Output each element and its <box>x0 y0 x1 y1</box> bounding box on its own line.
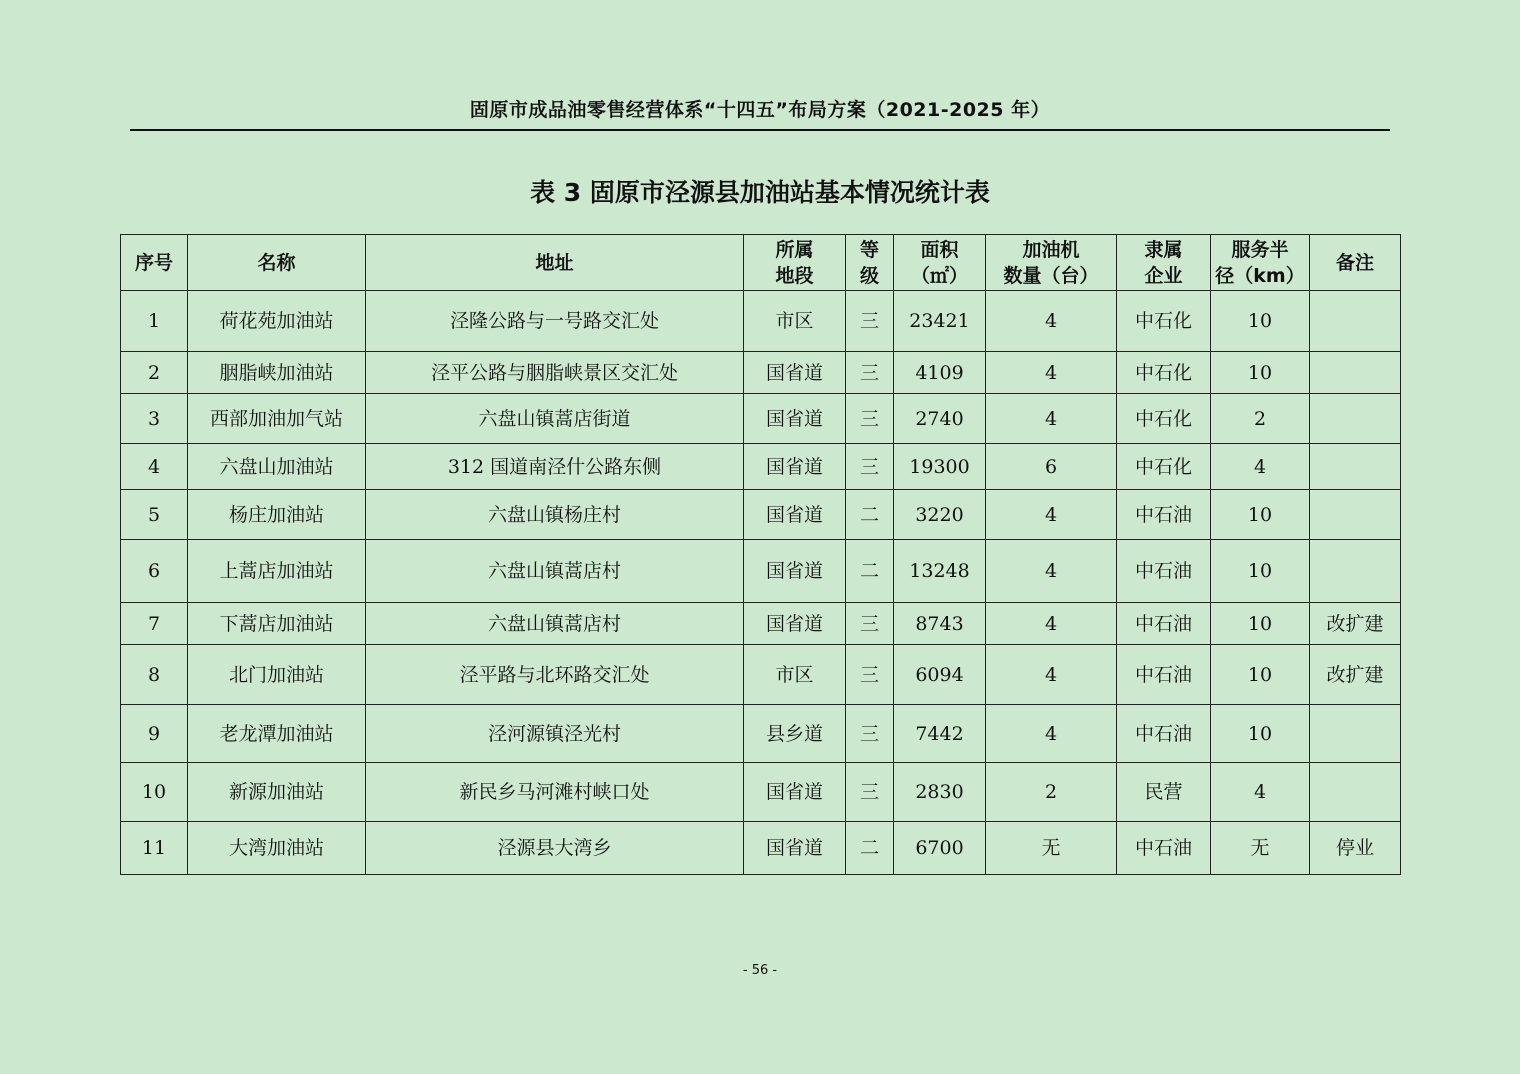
table-cell: 中石化 <box>1117 444 1211 490</box>
column-header-line: 加油机 <box>1022 238 1080 261</box>
table-cell: 国省道 <box>744 394 846 444</box>
table-row <box>121 394 1401 444</box>
table-cell: 六盘山加油站 <box>188 444 366 490</box>
table-cell: 新源加油站 <box>188 763 366 822</box>
table-cell: 2 <box>121 352 188 394</box>
table-cell: 三 <box>846 763 894 822</box>
table-cell: 中石油 <box>1117 540 1211 603</box>
column-header-line: （㎡） <box>910 264 968 287</box>
table-cell: 4 <box>986 540 1117 603</box>
table-cell: 国省道 <box>744 490 846 540</box>
table-cell: 县乡道 <box>744 705 846 763</box>
table-cell: 8743 <box>894 603 986 645</box>
column-header-line: 面积 <box>920 238 959 261</box>
running-header: 固原市成品油零售经营体系“十四五”布局方案（2021-2025 年） <box>469 99 1051 121</box>
table-cell: 民营 <box>1117 763 1211 822</box>
column-header-line: 所属 <box>775 238 814 261</box>
table-cell: 三 <box>846 444 894 490</box>
table-cell: 三 <box>846 705 894 763</box>
table-row <box>121 603 1401 645</box>
table-cell: 西部加油加气站 <box>188 394 366 444</box>
table-cell: 新民乡马河滩村峡口处 <box>366 763 744 822</box>
table-cell: 4 <box>986 352 1117 394</box>
column-header-line: 径（km） <box>1215 264 1305 287</box>
table-cell: 8 <box>121 645 188 705</box>
table-cell: 10 <box>1211 645 1310 705</box>
table-cell: 中石油 <box>1117 822 1211 875</box>
column-header <box>366 235 744 291</box>
table-cell: 六盘山镇蒿店街道 <box>366 394 744 444</box>
table-cell: 杨庄加油站 <box>188 490 366 540</box>
table-cell: 北门加油站 <box>188 645 366 705</box>
table-cell <box>1310 394 1401 444</box>
table-cell: 2740 <box>894 394 986 444</box>
column-header-line: 地段 <box>775 264 814 287</box>
table-cell: 泾河源镇泾光村 <box>366 705 744 763</box>
table-cell: 中石油 <box>1117 490 1211 540</box>
table-cell <box>1310 540 1401 603</box>
table-cell: 泾隆公路与一号路交汇处 <box>366 291 744 352</box>
table-cell: 19300 <box>894 444 986 490</box>
table-cell: 大湾加油站 <box>188 822 366 875</box>
column-header-line: 级 <box>859 264 879 287</box>
table-cell: 2 <box>1211 394 1310 444</box>
table-cell <box>1310 352 1401 394</box>
column-header <box>744 235 846 291</box>
table-header-row <box>121 235 1401 291</box>
table-row <box>121 645 1401 705</box>
column-header-line: 数量（台） <box>1003 264 1099 287</box>
column-header <box>1310 235 1401 291</box>
table-cell: 三 <box>846 603 894 645</box>
table-cell: 胭脂峡加油站 <box>188 352 366 394</box>
table-cell: 10 <box>1211 705 1310 763</box>
table-cell: 2830 <box>894 763 986 822</box>
table-cell: 三 <box>846 291 894 352</box>
table-cell: 4 <box>986 490 1117 540</box>
table-cell: 荷花苑加油站 <box>188 291 366 352</box>
table-cell: 二 <box>846 490 894 540</box>
table-cell: 4 <box>986 291 1117 352</box>
table-row <box>121 490 1401 540</box>
table-row <box>121 444 1401 490</box>
table-cell <box>1310 705 1401 763</box>
column-header-line: 隶属 <box>1144 238 1183 261</box>
table-cell: 6094 <box>894 645 986 705</box>
table-cell: 国省道 <box>744 763 846 822</box>
table-cell: 二 <box>846 540 894 603</box>
table-cell: 4 <box>1211 763 1310 822</box>
table-cell: 6700 <box>894 822 986 875</box>
table-cell: 三 <box>846 394 894 444</box>
table-title: 表 3 固原市泾源县加油站基本情况统计表 <box>530 178 990 207</box>
table-cell: 停业 <box>1310 822 1401 875</box>
table-cell: 9 <box>121 705 188 763</box>
table-cell: 13248 <box>894 540 986 603</box>
table-cell: 中石油 <box>1117 645 1211 705</box>
table-cell: 市区 <box>744 291 846 352</box>
table-cell: 10 <box>1211 603 1310 645</box>
table-cell: 4 <box>1211 444 1310 490</box>
table-cell: 三 <box>846 645 894 705</box>
table-cell: 312 国道南泾什公路东侧 <box>366 444 744 490</box>
table-cell: 国省道 <box>744 540 846 603</box>
table-cell: 10 <box>1211 540 1310 603</box>
table-cell: 国省道 <box>744 444 846 490</box>
table-row <box>121 705 1401 763</box>
table-cell: 泾平公路与胭脂峡景区交汇处 <box>366 352 744 394</box>
table-cell: 2 <box>986 763 1117 822</box>
table-cell: 中石油 <box>1117 705 1211 763</box>
table-cell: 中石化 <box>1117 352 1211 394</box>
header-rule <box>130 129 1390 131</box>
column-header-line: 备注 <box>1335 251 1374 274</box>
table-cell: 4 <box>121 444 188 490</box>
table-cell: 3220 <box>894 490 986 540</box>
column-header <box>986 235 1117 291</box>
column-header <box>121 235 188 291</box>
table-cell: 泾源县大湾乡 <box>366 822 744 875</box>
table-cell <box>1310 490 1401 540</box>
table-cell: 6 <box>986 444 1117 490</box>
column-header <box>188 235 366 291</box>
table-cell: 4 <box>986 394 1117 444</box>
table-cell: 7 <box>121 603 188 645</box>
table-cell: 1 <box>121 291 188 352</box>
table-cell: 中石油 <box>1117 603 1211 645</box>
table-row <box>121 291 1401 352</box>
table-cell: 3 <box>121 394 188 444</box>
table-cell: 10 <box>1211 352 1310 394</box>
table-cell: 六盘山镇杨庄村 <box>366 490 744 540</box>
column-header <box>1211 235 1310 291</box>
table-cell <box>1310 444 1401 490</box>
column-header <box>1117 235 1211 291</box>
column-header-line: 地址 <box>535 251 574 274</box>
table-cell: 10 <box>121 763 188 822</box>
table-cell: 国省道 <box>744 822 846 875</box>
page-number: - 56 - <box>742 963 778 978</box>
table-cell: 下蒿店加油站 <box>188 603 366 645</box>
table-cell: 上蒿店加油站 <box>188 540 366 603</box>
column-header-line: 服务半 <box>1231 238 1289 261</box>
table-cell <box>1310 291 1401 352</box>
table-cell: 10 <box>1211 291 1310 352</box>
table-cell: 市区 <box>744 645 846 705</box>
table-cell: 4 <box>986 603 1117 645</box>
column-header-line: 名称 <box>257 251 296 274</box>
table-cell: 六盘山镇蒿店村 <box>366 603 744 645</box>
table-cell: 二 <box>846 822 894 875</box>
table-body <box>121 291 1401 875</box>
table-cell: 改扩建 <box>1310 645 1401 705</box>
table-row <box>121 763 1401 822</box>
table-cell: 中石化 <box>1117 291 1211 352</box>
table-row <box>121 352 1401 394</box>
table-cell: 7442 <box>894 705 986 763</box>
table-cell: 泾平路与北环路交汇处 <box>366 645 744 705</box>
gas-station-table <box>120 234 1401 875</box>
table-row <box>121 540 1401 603</box>
table-cell: 4109 <box>894 352 986 394</box>
table-cell: 国省道 <box>744 603 846 645</box>
table-cell: 5 <box>121 490 188 540</box>
table-cell: 国省道 <box>744 352 846 394</box>
table-cell: 中石化 <box>1117 394 1211 444</box>
column-header <box>894 235 986 291</box>
table-cell: 4 <box>986 705 1117 763</box>
table-cell: 4 <box>986 645 1117 705</box>
table-cell: 23421 <box>894 291 986 352</box>
table-cell: 三 <box>846 352 894 394</box>
column-header-line: 序号 <box>134 251 173 274</box>
table-cell: 6 <box>121 540 188 603</box>
table-cell <box>1310 763 1401 822</box>
column-header <box>846 235 894 291</box>
column-header-line: 企业 <box>1144 264 1183 287</box>
table-cell: 六盘山镇蒿店村 <box>366 540 744 603</box>
table-cell: 老龙潭加油站 <box>188 705 366 763</box>
table-cell: 10 <box>1211 490 1310 540</box>
table-row <box>121 822 1401 875</box>
table-cell: 无 <box>1211 822 1310 875</box>
table-cell: 改扩建 <box>1310 603 1401 645</box>
column-header-line: 等 <box>859 238 879 261</box>
table-cell: 无 <box>986 822 1117 875</box>
table-cell: 11 <box>121 822 188 875</box>
